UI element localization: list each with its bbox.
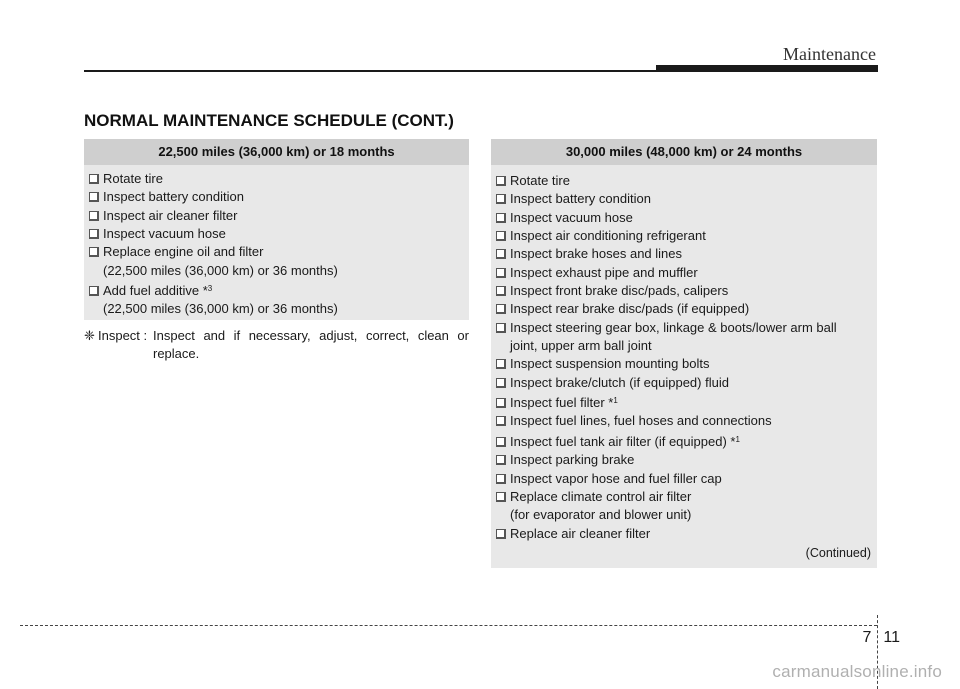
checkbox-icon [89,192,99,202]
list-item: Inspect fuel tank air filter (if equipped) *$^1$ [496,431,877,451]
list-item: Inspect exhaust pipe and muffler [496,264,877,282]
checkbox-icon [496,398,506,408]
checkbox-icon [496,231,506,241]
footnote-mark: 1 [735,434,740,444]
list-item: Inspect vacuum hose [496,209,877,227]
continued-label: (Continued) [805,546,871,560]
list-item-detail: (22,500 miles (36,000 km) or 36 months) [103,262,338,278]
list-item: Inspect vapor hose and fuel filler cap [496,470,877,488]
list-item-detail: (22,500 miles (36,000 km) or 36 months) [103,301,338,317]
list-item-detail: joint, upper arm ball joint [510,338,652,354]
checkbox-icon [89,174,99,184]
chapter-number: 7 [862,629,872,646]
note-lead: Inspect : [98,328,148,343]
list-item: Inspect front brake disc/pads, calipers [496,282,877,300]
checkbox-icon [89,229,99,239]
schedule-panel-30000 [491,139,877,568]
list-item: Inspect fuel lines, fuel hoses and connections [496,412,877,430]
checklist [84,165,469,319]
list-item-detail: (for evaporator and blower unit) [510,507,692,523]
checkbox-icon [496,529,506,539]
note-text: Inspect and if necessary, adjust, correct, clean or replace. [153,328,469,361]
footnote-mark: 3 [207,284,213,294]
checkbox-icon [89,286,99,296]
list-item: Inspect fuel filter *$^1$ [496,392,877,412]
checkbox-icon [496,474,506,484]
list-item: Inspect rear brake disc/pads (if equipped) [496,300,877,318]
list-item: Replace engine oil and filter [89,243,469,261]
list-item: Inspect parking brake [496,451,877,469]
checkbox-icon [496,492,506,502]
checkbox-icon [496,323,506,333]
checkbox-icon [496,286,506,296]
checkbox-icon [496,359,506,369]
list-item: Inspect steering gear box, linkage & boots/lower arm ball [496,319,877,337]
inspect-note [84,327,469,363]
list-item: Rotate tire [496,172,877,190]
checklist [491,165,877,543]
section-title: Maintenance [783,44,876,64]
checkbox-icon [496,213,506,223]
page-index: 11 [883,629,900,646]
checkbox-icon [496,455,506,465]
checkbox-icon [496,249,506,259]
list-item: Replace air cleaner filter [496,525,877,543]
footer-rule [20,625,877,626]
watermark: carmanualsonline.info [772,662,942,681]
list-item: Inspect air cleaner filter [89,207,469,225]
checkbox-icon [496,378,506,388]
checkbox-icon [496,194,506,204]
panel-title: 30,000 miles (48,000 km) or 24 months [491,139,877,165]
header-rule-accent [656,65,878,72]
header-rule [84,70,656,72]
checkbox-icon [496,437,506,447]
list-item: Add fuel additive *$^3$ [89,280,469,300]
checkbox-icon [496,268,506,278]
list-item: Inspect vacuum hose [89,225,469,243]
list-item: Replace climate control air filter [496,488,877,506]
checkbox-icon [496,304,506,314]
list-item: Inspect battery condition [89,188,469,206]
schedule-panel-22500 [84,139,469,320]
footnote-mark: 1 [613,396,618,406]
list-item: Inspect brake hoses and lines [496,245,877,263]
page-number [862,629,900,647]
checkbox-icon [496,416,506,426]
list-item: Inspect air conditioning refrigerant [496,227,877,245]
list-item: Rotate tire [89,170,469,188]
list-item: Inspect brake/clutch (if equipped) fluid [496,374,877,392]
list-item: Inspect battery condition [496,190,877,208]
panel-title: 22,500 miles (36,000 km) or 18 months [84,139,469,165]
page-title: NORMAL MAINTENANCE SCHEDULE (CONT.) [84,111,454,130]
checkbox-icon [89,247,99,257]
checkbox-icon [496,176,506,186]
note-symbol-icon: ❈ [84,328,95,343]
checkbox-icon [89,211,99,221]
list-item: Inspect suspension mounting bolts [496,355,877,373]
